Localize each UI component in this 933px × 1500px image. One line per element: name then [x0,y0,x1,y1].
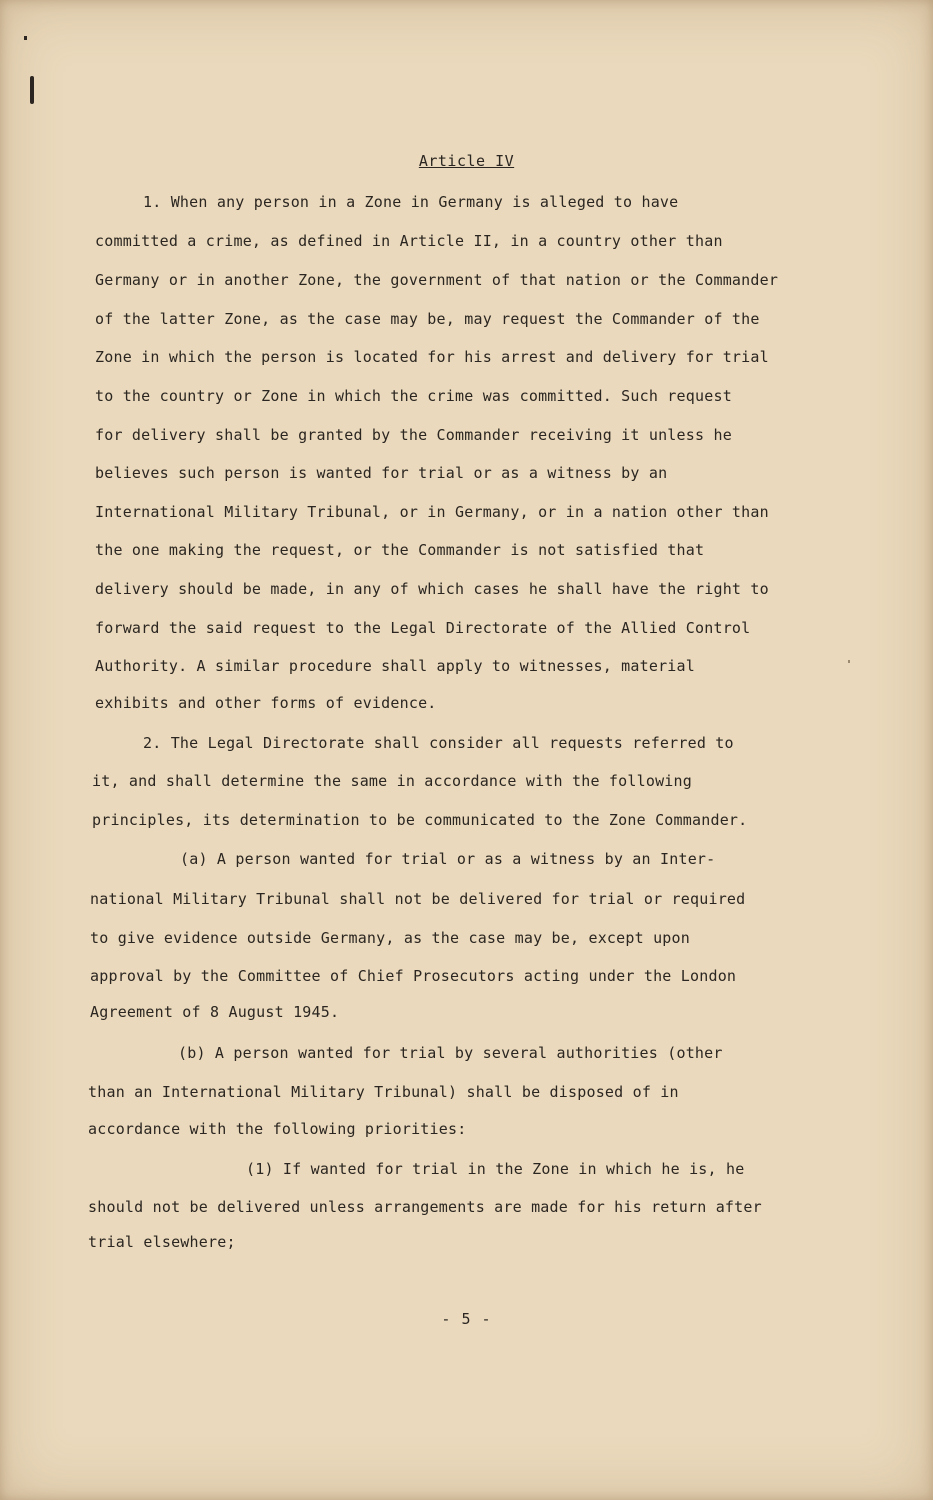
text-line: approval by the Committee of Chief Prosecutors acting under the London [90,967,737,985]
text-line: (b) A person wanted for trial by several authorities (other [178,1044,723,1062]
text-line: to the country or Zone in which the crime was committed. Such request [95,387,732,405]
text-line: the one making the request, or the Commander is not satisfied that [95,541,705,559]
text-line: International Military Tribunal, or in Germany, or in a nation other than [95,503,769,521]
text-line: exhibits and other forms of evidence. [95,694,437,712]
text-line: 1. When any person in a Zone in Germany is alleged to have [143,193,679,211]
ink-mark [848,660,850,663]
ink-mark [30,76,34,104]
page-number: - 5 - [441,1310,492,1328]
text-line: forward the said request to the Legal Directorate of the Allied Control [95,619,751,637]
text-line: than an International Military Tribunal) shall be disposed of in [88,1083,679,1101]
text-line: Authority. A similar procedure shall apply to witnesses, material [95,657,695,675]
text-line: (a) A person wanted for trial or as a witness by an Inter- [180,850,716,868]
text-line: trial elsewhere; [88,1233,236,1251]
article-heading: Article IV [418,152,515,170]
text-line: it, and shall determine the same in accordance with the following [92,772,692,790]
text-line: 2. The Legal Directorate shall consider all requests referred to [143,734,734,752]
text-line: believes such person is wanted for trial or as a witness by an [95,464,668,482]
text-line: should not be delivered unless arrangements are made for his return after [88,1198,762,1216]
text-line: national Military Tribunal shall not be delivered for trial or required [90,890,746,908]
text-line: delivery should be made, in any of which cases he shall have the right to [95,580,769,598]
text-line: committed a crime, as defined in Article II, in a country other than [95,232,723,250]
text-line: of the latter Zone, as the case may be, may request the Commander of the [95,310,760,328]
ink-mark [24,36,27,40]
text-line: principles, its determination to be communicated to the Zone Commander. [92,811,748,829]
text-line: for delivery shall be granted by the Commander receiving it unless he [95,426,732,444]
text-line: Zone in which the person is located for his arrest and delivery for trial [95,348,769,366]
text-line: Germany or in another Zone, the government of that nation or the Commander [95,271,779,289]
text-line: accordance with the following priorities: [88,1120,467,1138]
text-line: Agreement of 8 August 1945. [90,1003,340,1021]
text-line: to give evidence outside Germany, as the case may be, except upon [90,929,690,947]
text-line: (1) If wanted for trial in the Zone in which he is, he [246,1160,745,1178]
